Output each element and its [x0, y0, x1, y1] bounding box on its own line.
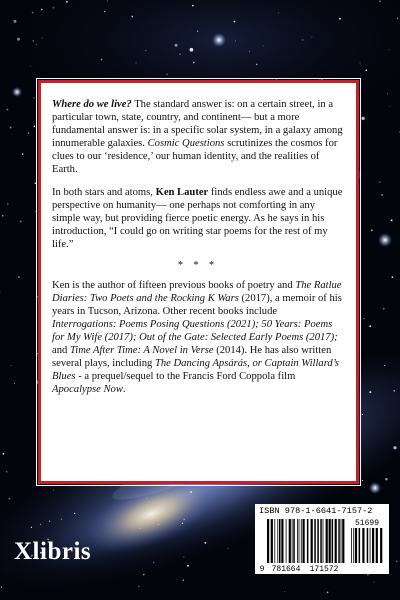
- star: [175, 44, 178, 47]
- barcode-bar: [307, 519, 309, 563]
- star: [182, 523, 183, 524]
- barcode-bar: [335, 519, 337, 563]
- star: [6, 471, 8, 473]
- bright-star: [212, 33, 226, 47]
- barcode-bar: [301, 519, 302, 563]
- star: [192, 5, 194, 7]
- star: [138, 586, 140, 588]
- star: [197, 31, 198, 32]
- barcode-bar: [353, 528, 354, 563]
- star: [74, 513, 75, 514]
- star: [379, 1, 380, 2]
- barcode-bar: [359, 528, 361, 563]
- barcode-bar: [323, 519, 324, 563]
- star: [40, 524, 41, 525]
- barcode-bar: [367, 528, 369, 563]
- barcode-bar: [277, 519, 278, 563]
- star: [184, 519, 185, 520]
- star: [371, 229, 373, 231]
- barcode-bar: [267, 519, 269, 563]
- book-title: Cosmic Questions: [147, 138, 225, 149]
- star: [18, 276, 20, 278]
- star: [389, 106, 390, 107]
- barcode-bar: [314, 519, 316, 563]
- star: [36, 44, 37, 45]
- star: [183, 556, 184, 557]
- star: [131, 16, 133, 18]
- barcode-bar: [338, 519, 340, 563]
- star: [381, 194, 382, 195]
- star: [145, 50, 146, 51]
- star: [179, 53, 180, 54]
- blurb-lead-question: Where do we live?: [52, 99, 132, 110]
- star: [53, 7, 55, 9]
- star: [391, 276, 393, 278]
- section-divider: * * *: [178, 260, 218, 271]
- barcode-bar: [370, 528, 371, 563]
- blurb-paragraph-intro: Where do we live? The standard answer is: on a certain street, in a particular town, state, country, and continent— but a more fundamental answer is: in a specific solar system, in a galaxy among innumerable galaxies. Cosmic Questions scrutinizes the cosmos for clues to our ‘residence,’ our human identity, and the realities of Earth.: [52, 99, 343, 175]
- star: [146, 498, 147, 499]
- barcode-bar: [286, 519, 287, 563]
- star: [32, 12, 34, 14]
- star: [369, 391, 371, 393]
- star: [49, 521, 50, 522]
- star: [311, 36, 312, 37]
- star: [17, 38, 20, 41]
- barcode-digits-left: 781664: [271, 565, 301, 573]
- star: [107, 0, 108, 1]
- barcode-bar: [341, 519, 342, 563]
- star: [14, 20, 17, 23]
- star: [28, 132, 29, 133]
- star: [11, 365, 12, 366]
- star: [190, 48, 194, 52]
- star: [53, 490, 54, 491]
- star: [35, 211, 36, 212]
- star: [34, 125, 36, 127]
- barcode-bar: [281, 519, 283, 563]
- barcode-bar: [380, 528, 382, 563]
- star: [391, 219, 393, 221]
- star: [249, 51, 250, 52]
- author-name: Ken Lauter: [155, 187, 209, 198]
- star: [367, 574, 369, 576]
- isbn-barcode: [255, 504, 389, 574]
- star: [190, 491, 192, 493]
- barcode-bar: [311, 519, 313, 563]
- barcode-digit-prefix: 9: [259, 565, 265, 573]
- barcode-bar: [299, 519, 300, 563]
- star: [143, 574, 145, 576]
- star: [187, 565, 189, 567]
- star: [379, 181, 381, 183]
- star: [104, 11, 106, 13]
- star: [166, 73, 167, 74]
- star: [327, 592, 328, 593]
- star: [389, 49, 390, 50]
- star: [101, 59, 103, 61]
- author-bio: Ken is the author of fifteen previous books of poetry and The Ratlue Diaries: Two Poets and the Rocking K Wars (2017), a memoir of his years in Tucson, Arizona. Other recent books include Interrogations: Poems Posing Questions (2021); 50 Years: Poems for My Wife (2017); Out of the Gate: Selected Early Poems (2017); and Time After Time: A Novel in Verse (2014). He has also written several plays, including The Dancing Apsárás, or Captain Willard’s Blues - a prequel/sequel to the Francis Ford Coppola film Apocalypse Now.: [52, 280, 342, 395]
- star: [3, 453, 5, 455]
- barcode-price-code: 51699: [354, 519, 380, 528]
- barcode-bar: [332, 519, 334, 563]
- star: [362, 480, 363, 481]
- barcode-bar: [326, 519, 328, 563]
- star: [42, 37, 43, 38]
- star: [302, 39, 303, 40]
- star: [262, 45, 263, 46]
- star: [374, 581, 375, 582]
- barcode-bar: [274, 519, 275, 563]
- star: [339, 18, 341, 20]
- star: [33, 97, 34, 98]
- barcode-bar: [376, 528, 378, 563]
- publisher-logo: Xlibris: [14, 538, 92, 565]
- star: [66, 1, 68, 3]
- star: [387, 93, 388, 94]
- barcode-bar: [292, 519, 293, 563]
- star: [61, 519, 62, 520]
- star: [6, 109, 8, 111]
- barcode-bar: [271, 519, 273, 563]
- star: [385, 478, 387, 480]
- star: [36, 268, 37, 269]
- star: [397, 18, 398, 19]
- star: [235, 40, 236, 41]
- star: [41, 9, 43, 11]
- bright-star: [12, 87, 22, 97]
- barcode-bar: [297, 519, 298, 563]
- barcode-bar: [293, 519, 295, 563]
- star: [363, 318, 364, 319]
- barcode-bar: [303, 519, 305, 563]
- star: [369, 325, 371, 327]
- barcode-bar: [355, 528, 357, 563]
- blurb-paragraph-author: In both stars and atoms, Ken Lauter finds endless awe and a unique perspective on humanity— one perhaps not comforting in any simple way, but providing fierce poetic energy. As he says in his introduction, “I could go on writing star poems for the rest of my life.”: [52, 187, 343, 250]
- blurb-panel: [38, 80, 359, 484]
- star: [35, 182, 37, 184]
- star: [22, 153, 23, 154]
- star: [30, 65, 31, 66]
- star: [10, 127, 12, 129]
- star: [361, 117, 364, 120]
- star: [7, 203, 8, 204]
- star: [183, 580, 184, 581]
- star: [158, 524, 160, 526]
- isbn-number: ISBN 978-1-6641-7157-2: [259, 506, 373, 516]
- bright-star: [378, 233, 392, 247]
- star: [33, 40, 34, 41]
- star: [284, 591, 285, 592]
- star: [8, 498, 10, 500]
- star: [360, 62, 361, 63]
- star: [393, 446, 396, 449]
- star: [383, 308, 384, 309]
- barcode-bar: [372, 528, 374, 563]
- barcode-bar: [351, 528, 352, 563]
- barcode-graphic: [259, 517, 385, 573]
- star: [204, 542, 206, 544]
- barcode-bar: [362, 528, 364, 563]
- star: [14, 383, 15, 384]
- barcode-bar: [279, 519, 281, 563]
- star: [234, 21, 236, 23]
- star: [153, 562, 154, 563]
- star: [135, 62, 136, 63]
- star: [20, 220, 22, 222]
- star: [393, 390, 395, 392]
- star: [256, 64, 258, 66]
- barcode-digits-right: 171572: [309, 565, 339, 573]
- bright-star: [369, 482, 381, 494]
- star: [2, 215, 3, 216]
- star: [139, 528, 140, 529]
- barcode-bar: [342, 519, 344, 563]
- star: [396, 561, 398, 563]
- star: [278, 12, 279, 13]
- barcode-bar: [289, 519, 291, 563]
- barcode-bar: [329, 519, 331, 563]
- star: [384, 365, 385, 366]
- star: [227, 548, 228, 549]
- star: [193, 62, 195, 64]
- star: [366, 70, 368, 72]
- barcode-bar: [317, 519, 319, 563]
- star: [31, 527, 32, 528]
- star: [1, 587, 2, 588]
- barcode-bar: [320, 519, 322, 563]
- star: [362, 414, 363, 415]
